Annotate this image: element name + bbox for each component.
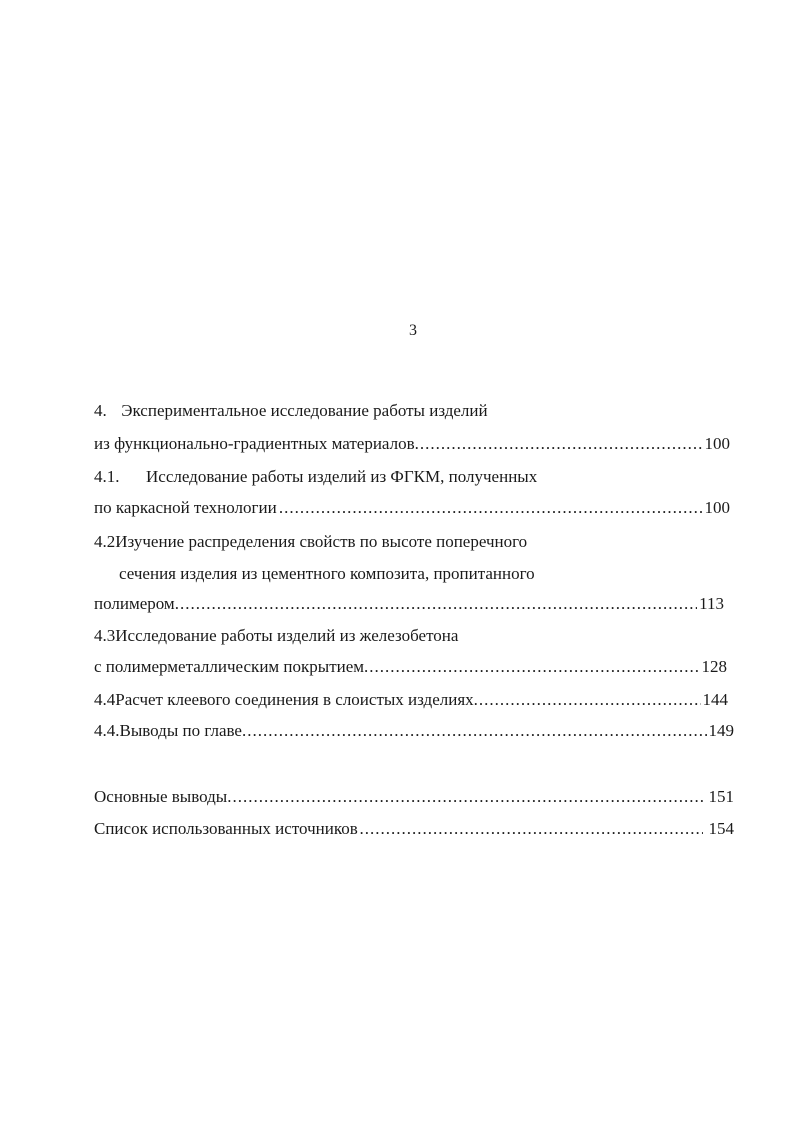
toc-entry-4-3-number: 4.3 [94,626,116,645]
toc-entry-4-2-number: 4.2 [94,532,116,551]
toc-entry-4-page: 100 [704,434,730,453]
toc-entry-4-title-line2: из функционально-градиентных материалов [94,434,415,453]
toc-entry-4-4-calc-number: 4.4 [94,690,116,709]
toc-entry-references [94,818,734,840]
toc-entry-4-3-page: 128 [701,657,727,676]
leader-dots [364,656,699,678]
toc-entry-4-4-calc-page: 144 [702,690,728,709]
leader-dots [175,593,697,615]
toc-entry-4-2-continuation [94,593,724,615]
toc-entry-main-conclusions [94,786,734,808]
toc-entry-4-3-heading [94,625,458,647]
toc-entry-4-1-continuation [94,497,730,519]
leader-dots [279,497,703,519]
toc-entry-4-4-conclusions-title: Выводы по главе [119,721,242,740]
toc-entry-references-title: Список использованных источников [94,819,358,838]
toc-entry-4-heading [94,400,488,422]
toc-entry-4-4-calc-title: Расчет клеевого соединения в слоистых изделиях [115,690,474,709]
toc-entry-references-page: 154 [708,819,734,838]
toc-entry-4-3-continuation [94,656,727,678]
toc-entry-4-4-conclusions [94,720,734,742]
toc-entry-4-1-page: 100 [704,498,730,517]
toc-entry-4-title-line1: Экспериментальное исследование работы изделий [121,401,488,420]
leader-dots [242,720,707,742]
toc-entry-4-4-conclusions-number: 4.4. [94,721,120,740]
toc-entry-main-conclusions-page: 151 [708,787,734,806]
leader-dots [474,689,701,711]
toc-entry-4-number: 4. [94,401,107,420]
leader-dots [227,786,702,808]
toc-entry-4-2-title-line1: Изучение распределения свойств по высоте поперечного [115,532,528,551]
page-number: 3 [409,322,417,339]
toc-entry-4-2-heading [94,531,527,553]
leader-dots [360,818,703,840]
toc-entry-4-1-heading [94,466,537,488]
toc-entry-4-4-conclusions-page: 149 [708,721,734,740]
toc-entry-4-3-title-line1: Исследование работы изделий из железобетона [115,626,459,645]
leader-dots [415,433,703,455]
toc-entry-4-4-calc [94,689,728,711]
toc-entry-4-1-title-line1: Исследование работы изделий из ФГКМ, полученных [146,467,538,486]
toc-entry-4-2-title-line2: полимером [94,594,175,613]
toc-entry-4-continuation [94,433,730,455]
toc-entry-4-1-title-line2: по каркасной технологии [94,498,277,517]
toc-entry-4-1-number: 4.1. [94,467,120,486]
toc-entry-4-2-page: 113 [699,594,724,613]
toc-entry-main-conclusions-title: Основные выводы [94,787,228,806]
toc-entry-4-2-title-line1b: сечения изделия из цементного композита, пропитанного [119,564,535,583]
toc-entry-4-3-title-line2: с полимерметаллическим покрытием [94,657,365,676]
